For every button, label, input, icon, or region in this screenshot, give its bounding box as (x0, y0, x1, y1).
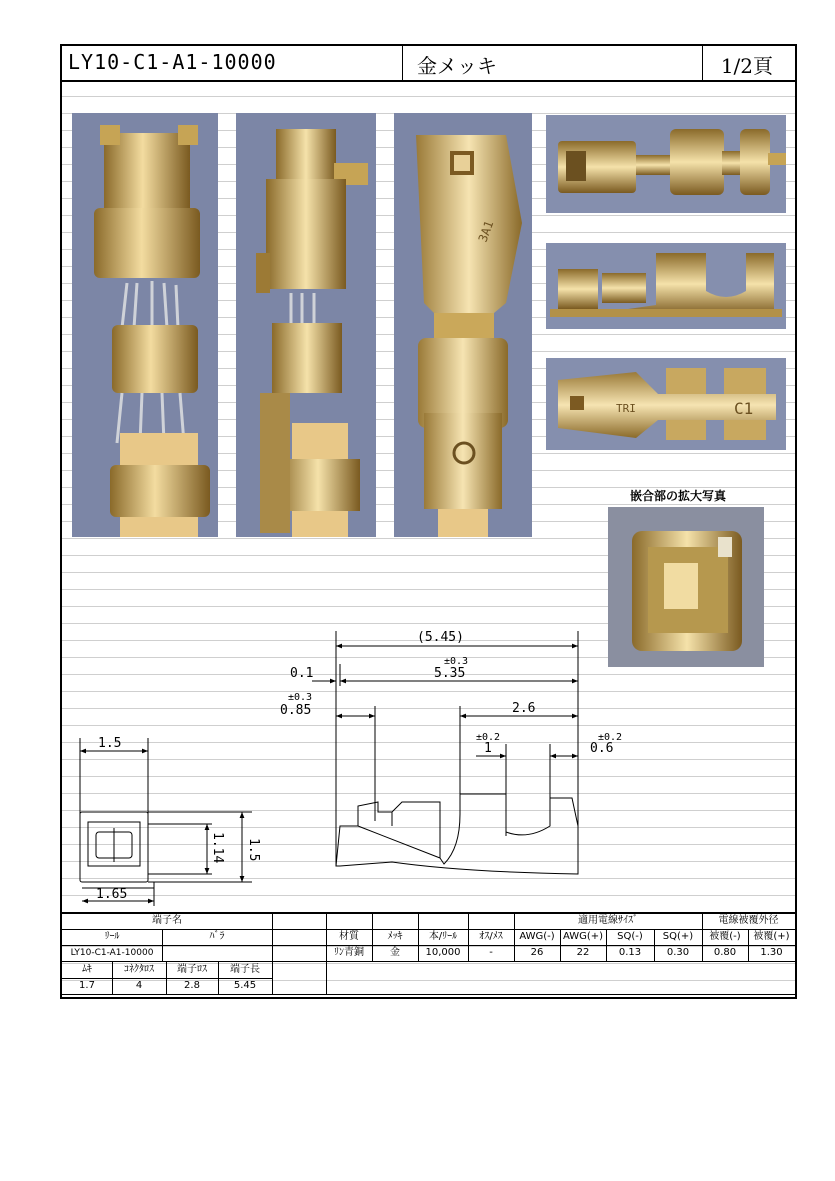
awg-min-value: 26 (530, 947, 544, 958)
dim-front-height: 1.5 (246, 838, 261, 862)
cross-value: 4 (135, 980, 143, 991)
dim-1: 1 (484, 741, 492, 756)
ins-min-header: 被覆(-) (709, 931, 741, 942)
photo-marking-1: 3A1 (475, 218, 497, 245)
material-value: ﾘﾝ青銅 (334, 947, 364, 958)
dim-front-width: 1.5 (98, 736, 122, 751)
dimension-drawing (62, 626, 795, 906)
term-loss-header: 端子ﾛｽ (177, 964, 207, 975)
dim-tol-1: ±0.2 (476, 732, 501, 743)
sheet-header (62, 46, 795, 82)
term-len-value: 5.45 (233, 980, 257, 991)
reel-part-number: LY10-C1-A1-10000 (70, 948, 154, 958)
strip-value: 1.7 (79, 980, 95, 991)
spec-table (62, 912, 795, 999)
ins-max-value: 1.30 (760, 947, 783, 958)
dim-26: 2.6 (512, 701, 536, 716)
cross-header: ｺﾈｸﾀﾛｽ (124, 964, 154, 975)
strip-header: ﾑｷ (82, 964, 92, 975)
sq-min-header: SQ(-) (617, 931, 643, 942)
photo-terminal-top (546, 358, 786, 450)
plating-value: 金 (390, 947, 400, 958)
plating-title: 金メッキ (417, 54, 497, 78)
page-number: 1/2頁 (720, 54, 773, 78)
photo-marking-2: TRI (616, 402, 636, 415)
bulk-header: ﾊﾞﾗ (209, 931, 225, 942)
dim-tol-535: ±0.3 (444, 656, 469, 667)
gender-value: - (489, 947, 493, 958)
terminal-name-header: 端子名 (152, 915, 182, 926)
photo-marking-3: C1 (734, 399, 754, 418)
per-reel-value: 10,000 (425, 947, 461, 958)
dim-overall-length: (5.45) (417, 630, 464, 645)
dim-offset-01: 0.1 (290, 666, 314, 681)
dim-inner-height: 1.14 (210, 832, 225, 864)
per-reel-header: 本/ﾘｰﾙ (428, 931, 458, 942)
sq-min-value: 0.13 (618, 947, 642, 958)
part-number: LY10-C1-A1-10000 (68, 50, 277, 74)
material-header: 材質 (339, 931, 359, 942)
wire-size-header: 適用電線ｻｲｽﾞ (578, 915, 638, 926)
photo-side-crimped (236, 113, 376, 537)
gender-header: ｵｽ/ﾒｽ (479, 931, 503, 942)
sq-max-header: SQ(+) (662, 931, 694, 942)
awg-max-value: 22 (576, 947, 590, 958)
photo-terminal-perspective (546, 115, 786, 213)
ins-min-value: 0.80 (713, 947, 737, 958)
dim-base-width: 1.65 (96, 887, 128, 902)
zoom-photo-caption: 嵌合部の拡大写真 (630, 489, 727, 503)
dim-06: 0.6 (590, 741, 614, 756)
plating-header: ﾒｯｷ (387, 931, 403, 942)
term-len-header: 端子長 (230, 964, 260, 975)
dim-length-535: 5.35 (434, 666, 466, 681)
photo-front-crimped (72, 113, 218, 537)
term-loss-value: 2.8 (184, 980, 200, 991)
awg-max-header: AWG(+) (562, 931, 604, 942)
dim-085: 0.85 (280, 703, 312, 718)
dim-tol-06: ±0.2 (598, 732, 623, 743)
ins-max-header: 被覆(+) (753, 931, 790, 942)
sq-max-value: 0.30 (666, 947, 690, 958)
photo-top-crimped (394, 113, 532, 537)
reel-header: ﾘｰﾙ (104, 931, 120, 942)
awg-min-header: AWG(-) (519, 931, 555, 942)
photo-terminal-side (546, 243, 786, 329)
dim-tol-085: ±0.3 (288, 692, 313, 703)
insulation-header: 電線被覆外径 (718, 915, 779, 926)
spec-sheet (60, 44, 797, 999)
